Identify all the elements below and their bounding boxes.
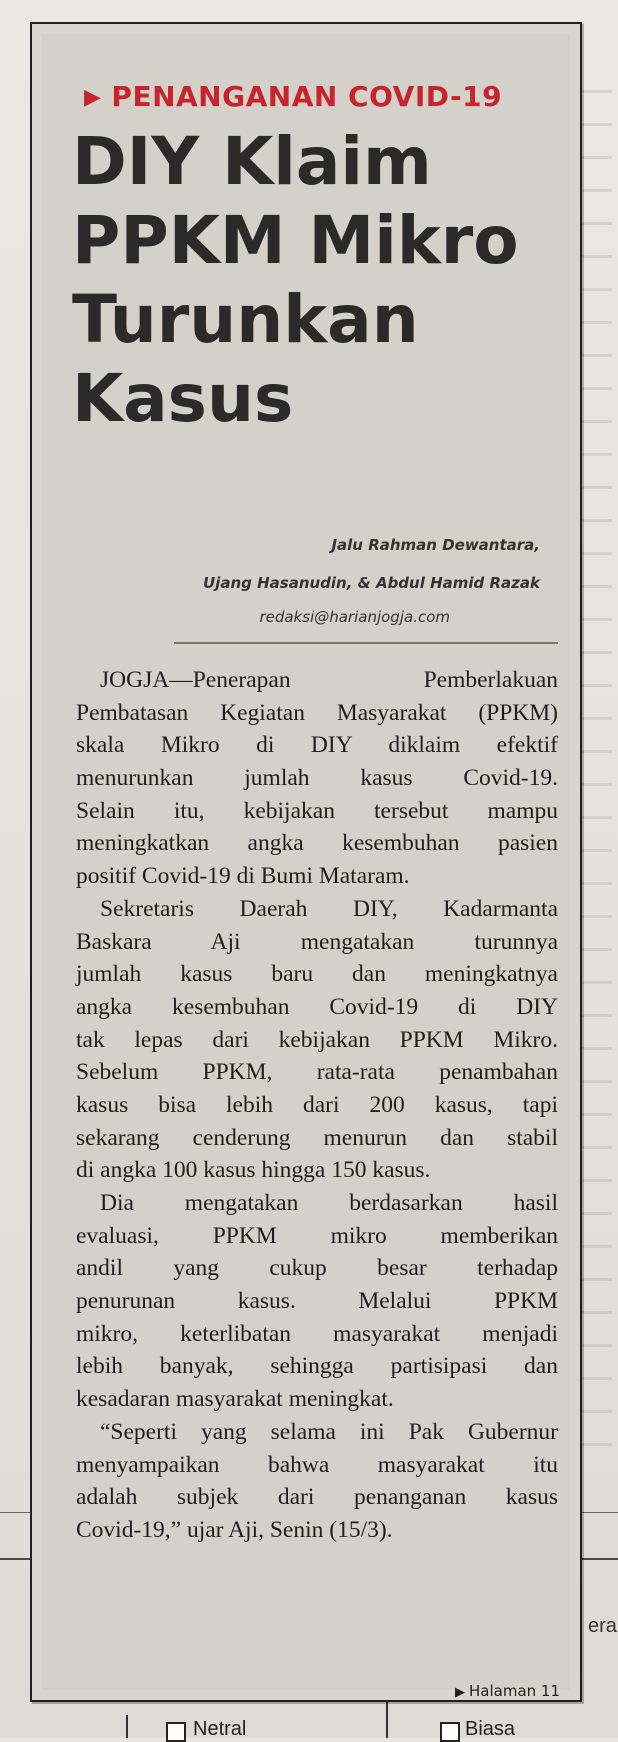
body-line: JOGJA—Penerapan Pemberlakuan — [100, 667, 558, 693]
body-line: Sekretaris Daerah DIY, Kadarmanta — [100, 895, 558, 922]
headline-line: Turunkan — [72, 281, 419, 358]
body-line: angka kesembuhan Covid-19 di DIY — [76, 993, 558, 1020]
continuation-page: Halaman 11 — [469, 1682, 560, 1700]
body-line: skala Mikro di DIY diklaim efektif — [76, 732, 558, 759]
kicker-arrow-icon: ▶ — [84, 85, 102, 110]
body-line: Selain itu, kebijakan tersebut mampu — [76, 797, 558, 824]
byline-divider — [174, 642, 558, 644]
byline-line: Jalu Rahman Dewantara, — [331, 536, 540, 554]
body-line: evaluasi, PPKM mikro memberikan — [76, 1222, 558, 1249]
headline-line: DIY Klaim — [72, 123, 432, 200]
body-line: meningkatkan angka kesembuhan pasien — [76, 830, 558, 857]
body-line: di angka 100 kasus hingga 150 kasus. — [76, 1157, 431, 1184]
byline-line: Ujang Hasanudin, & Abdul Hamid Razak — [203, 574, 540, 592]
body-line: jumlah kasus baru dan meningkatnya — [76, 961, 558, 988]
body-line: Covid-19,” ujar Aji, Senin (15/3). — [76, 1516, 393, 1543]
body-line: penurunan kasus. Melalui PPKM — [76, 1288, 558, 1315]
continue-arrow-icon: ▶ — [455, 1685, 465, 1700]
label-netral: Netral — [193, 1718, 247, 1740]
body-line: kesadaran masyarakat meningkat. — [76, 1386, 394, 1413]
headline-line: Kasus — [72, 360, 294, 437]
body-line: menurunkan jumlah kasus Covid-19. — [76, 765, 558, 792]
body-line: Sebelum PPKM, rata-rata penambahan — [76, 1059, 558, 1086]
form-divider — [126, 1715, 128, 1738]
body-line: Pembatasan Kegiatan Masyarakat (PPKM) — [76, 699, 558, 726]
body-line: lebih banyak, sehingga partisipasi dan — [76, 1353, 558, 1380]
headline-line: PPKM Mikro — [72, 202, 519, 279]
body-line: andil yang cukup besar terhadap — [76, 1255, 558, 1282]
checkbox-biasa[interactable] — [440, 1722, 460, 1742]
body-line: “Seperti yang selama ini Pak Gubernur — [100, 1418, 558, 1445]
body-line: Baskara Aji mengatakan turunnya — [76, 928, 558, 955]
edge-text-fragment: era — [588, 1615, 617, 1637]
continuation-note[interactable] — [32, 1682, 560, 1700]
body-line: mikro, keterlibatan masyarakat menjadi — [76, 1320, 558, 1347]
kicker-text: PENANGANAN COVID-19 — [111, 80, 503, 113]
checkbox-netral[interactable] — [166, 1722, 186, 1742]
form-divider — [386, 1700, 388, 1738]
body-line: positif Covid-19 di Bumi Mataram. — [76, 863, 410, 890]
author-email: redaksi@harianjogja.com — [259, 608, 450, 626]
article-headline — [72, 122, 552, 438]
label-biasa: Biasa — [465, 1718, 516, 1740]
body-line: sekarang cenderung menurun dan stabil — [76, 1124, 558, 1151]
body-line: tak lepas dari kebijakan PPKM Mikro. — [76, 1026, 558, 1053]
body-line: menyampaikan bahwa masyarakat itu — [76, 1451, 558, 1478]
body-line: adalah subjek dari penanganan kasus — [76, 1484, 558, 1511]
article-body — [76, 664, 558, 1547]
article-kicker — [84, 80, 502, 113]
bleed-through-margin — [582, 60, 612, 1460]
newspaper-clipping — [30, 22, 582, 1702]
body-line: Dia mengatakan berdasarkan hasil — [100, 1190, 558, 1216]
body-line: kasus bisa lebih dari 200 kasus, tapi — [76, 1091, 558, 1118]
